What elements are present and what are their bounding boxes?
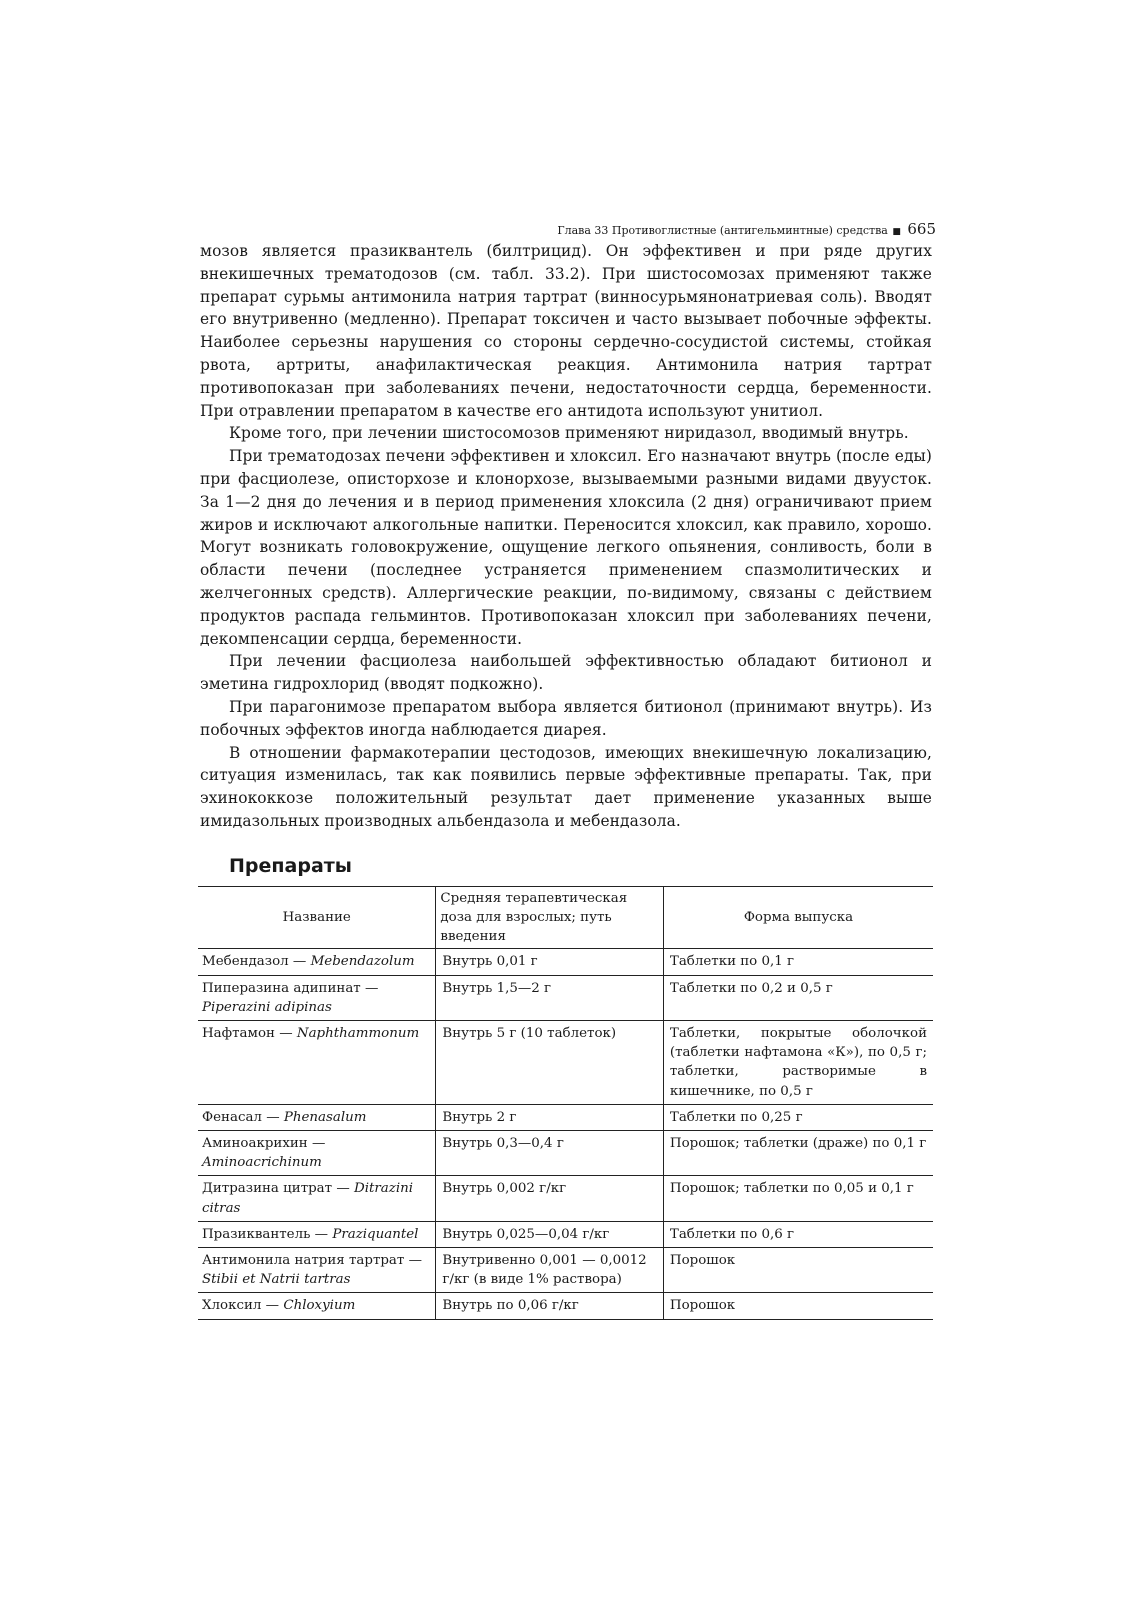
drug-dose-cell: Внутрь 2 г: [436, 1104, 663, 1130]
table-row: [198, 1020, 933, 1104]
drug-name-latin: Piperazini adipinas: [202, 999, 332, 1015]
book-page: [200, 218, 936, 1320]
body-text: [200, 240, 932, 833]
table-header-row: [198, 886, 933, 949]
table-body: [198, 949, 933, 1319]
drug-form-cell: Порошок: [669, 1252, 736, 1268]
drug-dose-cell: Внутрь 0,002 г/кг: [436, 1176, 663, 1221]
drug-name-cell: [198, 949, 436, 975]
table-row: [198, 1176, 933, 1221]
drug-name-cell: [198, 1104, 436, 1130]
drug-name-ru: Мебендазол —: [202, 954, 307, 970]
drug-name-latin: Phenasalum: [283, 1109, 367, 1125]
column-header-form: Форма выпуска: [743, 909, 854, 925]
section-title: Препараты: [229, 854, 352, 877]
drug-form-cell: Таблетки по 0,1 г: [669, 954, 795, 970]
drug-form-cell: Таблетки по 0,6 г: [669, 1226, 795, 1242]
drug-dose-cell: Внутрь 1,5—2 г: [436, 975, 663, 1020]
drug-form-cell: Таблетки по 0,25 г: [669, 1109, 803, 1125]
running-header: [200, 218, 936, 240]
drug-form-cell: Таблетки по 0,2 и 0,5 г: [669, 980, 833, 996]
drug-name-ru: Аминоакрихин —: [202, 1135, 326, 1151]
drug-name-cell: [198, 1020, 436, 1104]
page-number: 665: [907, 220, 936, 238]
table-row: [198, 1130, 933, 1175]
drug-name-latin: Praziquantel: [332, 1226, 419, 1242]
drug-name-ru: Нафтамон —: [202, 1025, 293, 1041]
paragraph: При лечении фасциолеза наибольшей эффективностью обладают битионол и эметина гидрохлорид (вводят подкожно).: [200, 652, 932, 694]
table-row: [198, 1293, 933, 1319]
drug-form-cell: Порошок: [669, 1298, 736, 1314]
drug-dose-cell: Внутрь 0,01 г: [436, 949, 663, 975]
drug-dose-cell: Внутривенно 0,001 — 0,0012 г/кг (в виде 1% раствора): [436, 1247, 663, 1292]
drug-name-ru: Фенасал —: [202, 1109, 280, 1125]
drug-dose-cell: Внутрь 5 г (10 таблеток): [436, 1020, 663, 1104]
paragraph: При трематодозах печени эффективен и хлоксил. Его назначают внутрь (после еды) при фасциолезе, описторхозе и клонорхозе, вызываемыми разными видами двуусток. За 1—2 дня до лечения и в период применения хлоксила (2 дня) ограничивают прием жиров и исключают алкогольные напитки. Переносится хлоксил, как правило, хорошо. Могут возникать головокружение, ощущение легкого опьянения, сонливость, боли в области печени (последнее устраняется применением спазмолитических и желчегонных средств). Аллергические реакции, по-видимому, связаны с действием продуктов распада гельминтов. Противопоказан хлоксил при заболеваниях печени, декомпенсации сердца, беременности.: [200, 447, 932, 648]
drugs-table: [198, 886, 933, 1320]
column-header-dose: Средняя терапевтическая доза для взрослых; путь введения: [436, 886, 663, 949]
drug-name-cell: [198, 1293, 436, 1319]
drug-name-cell: [198, 1176, 436, 1221]
drug-name-ru: Дитразина цитрат —: [202, 1181, 350, 1197]
drug-form-cell: Порошок; таблетки (драже) по 0,1 г: [669, 1135, 927, 1151]
drug-dose-cell: Внутрь 0,3—0,4 г: [436, 1130, 663, 1175]
drug-name-cell: [198, 1221, 436, 1247]
paragraph: Кроме того, при лечении шистосомозов применяют ниридазол, вводимый внутрь.: [229, 424, 909, 443]
drug-name-ru: Антимонила натрия тартрат —: [202, 1252, 422, 1268]
table-row: [198, 949, 933, 975]
drug-name-cell: [198, 975, 436, 1020]
drug-name-ru: Пиперазина адипинат —: [202, 980, 379, 996]
bullet-square: ■: [892, 227, 901, 237]
table-row: [198, 1221, 933, 1247]
paragraph: В отношении фармакотерапии цестодозов, имеющих внекишечную локализацию, ситуация изменилась, так как появились первые эффективные препараты. Так, при эхинококкозе положительный результат дает применение указанных выше имидазольных производных альбендазола и мебендазола.: [200, 743, 932, 830]
drug-name-latin: Mebendazolum: [310, 954, 415, 970]
table-row: [198, 1104, 933, 1130]
paragraph: При парагонимозе препаратом выбора является битионол (принимают внутрь). Из побочных эффектов иногда наблюдается диарея.: [200, 697, 932, 739]
drug-name-cell: [198, 1130, 436, 1175]
drug-dose-cell: Внутрь по 0,06 г/кг: [436, 1293, 663, 1319]
drug-dose-cell: Внутрь 0,025—0,04 г/кг: [436, 1221, 663, 1247]
column-header-name: Название: [198, 886, 436, 949]
running-title: Глава 33 Противоглистные (антигельминтные) средства: [557, 224, 888, 237]
drug-name-latin: Naphthammonum: [296, 1025, 420, 1041]
drug-name-latin: Stibii et Natrii tartras: [202, 1272, 351, 1288]
drug-name-cell: [198, 1247, 436, 1292]
drug-form-cell: Порошок; таблетки по 0,05 и 0,1 г: [669, 1181, 914, 1197]
drug-name-latin: Aminoacrichinum: [202, 1155, 322, 1171]
drug-name-ru: Хлоксил —: [202, 1298, 280, 1314]
table-row: [198, 1247, 933, 1292]
drug-form-cell: Таблетки, покрытые оболочкой (таблетки нафтамона «К»), по 0,5 г; таблетки, растворимые в кишечнике, по 0,5 г: [669, 1025, 927, 1099]
drug-name-ru: Празиквантель —: [202, 1226, 329, 1242]
drug-name-latin: Chloxyium: [283, 1298, 356, 1314]
drug-name-latin: Ditrazini citras: [202, 1181, 414, 1216]
paragraph: мозов является празиквантель (билтрицид). Он эффективен и при ряде других внекишечных трематодозов (см. табл. 33.2). При шистосомозах применяют также препарат сурьмы антимонила натрия тартрат (винносурьмянонатриевая соль). Вводят его внутривенно (медленно). Препарат токсичен и часто вызывает побочные эффекты. Наиболее серьезны нарушения со стороны сердечно-сосудистой системы, стойкая рвота, артриты, анафилактическая реакция. Антимонила натрия тартрат противопоказан при заболеваниях печени, недостаточности сердца, беременности. При отравлении препаратом в качестве его антидота используют унитиол.: [200, 242, 932, 420]
table-row: [198, 975, 933, 1020]
